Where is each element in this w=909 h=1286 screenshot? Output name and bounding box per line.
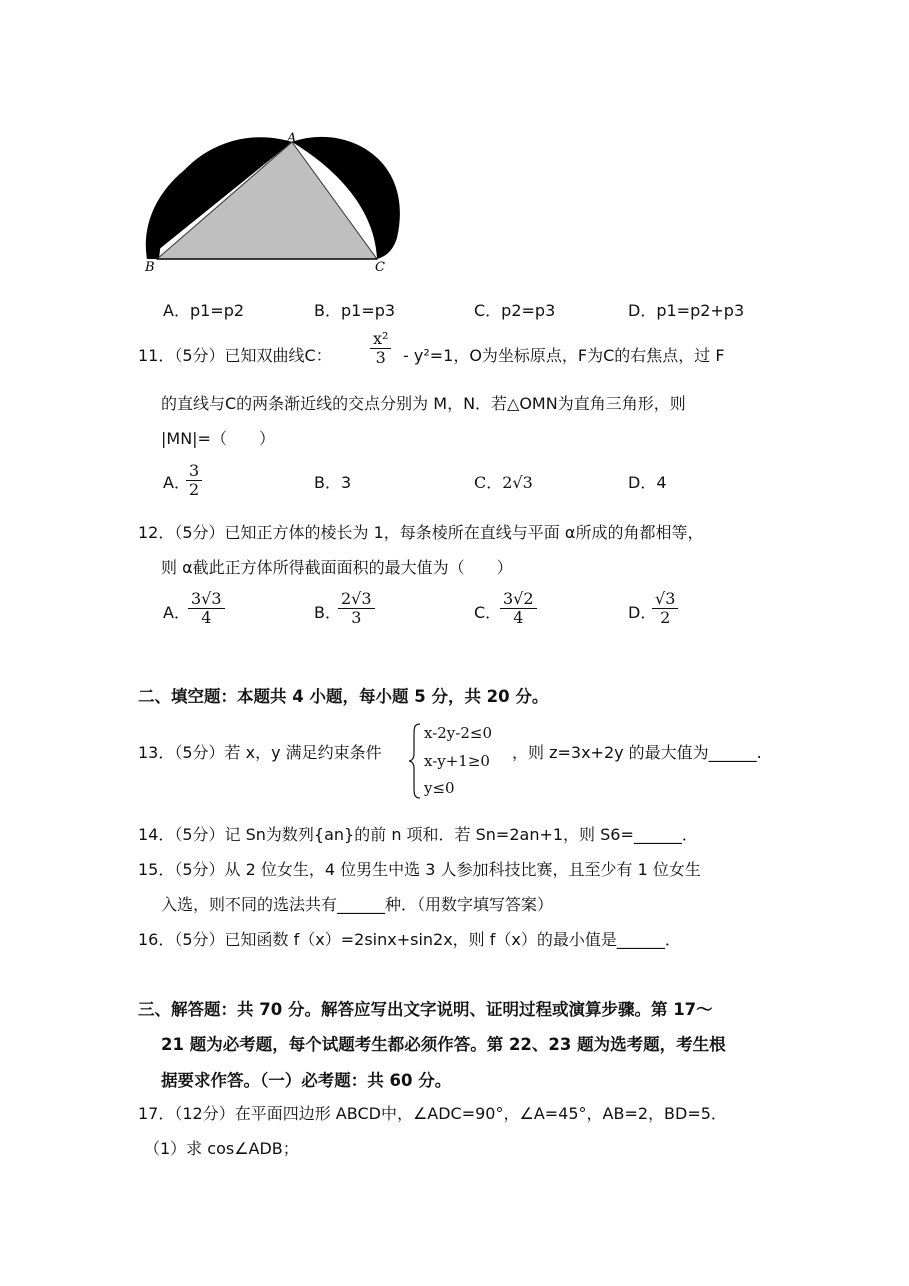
q15-line2: 入选，则不同的选法共有______种．（用数字填写答案） — [161, 895, 554, 914]
label-c: C — [375, 260, 385, 275]
q12-opt-c-den: 4 — [513, 608, 524, 627]
q15-line1: 15．（5分）从 2 位女生，4 位男生中选 3 人参加科技比赛，且至少有 1 位女生 — [138, 860, 701, 879]
q12-opt-d-num: √3 — [652, 590, 678, 609]
q11-option-a: A． — [163, 473, 190, 492]
q12-option-c: C． — [474, 603, 502, 622]
q11-fraction — [370, 330, 391, 367]
q11-option-d: D．4 — [628, 473, 667, 492]
q10-option-a: A．p1=p2 — [163, 301, 245, 320]
q12-opt-b-den: 3 — [351, 608, 362, 627]
q12-opt-d-den: 2 — [660, 608, 671, 627]
q12-option-b: B． — [314, 603, 341, 622]
q16: 16．（5分）已知函数 f（x）=2sinx+sin2x，则 f（x）的最小值是______． — [138, 930, 681, 949]
label-b: B — [145, 260, 155, 275]
q12-option-a: A． — [163, 603, 190, 622]
q13-brace — [408, 722, 422, 800]
q13-constraint-2: x-y+1≥0 — [424, 752, 490, 770]
q12-opt-a-den: 4 — [201, 608, 212, 627]
q11-frac-num: x² — [370, 330, 391, 349]
geometry-figure — [135, 128, 415, 278]
q11-line2: 的直线与C的两条渐近线的交点分别为 M，N．若△OMN为直角三角形，则 — [161, 394, 686, 413]
q17-part1: （1）求 cos∠ADB； — [144, 1139, 299, 1158]
q10-option-b: B．p1=p3 — [314, 301, 396, 320]
q12-line2: 则 α截此正方体所得截面面积的最大值为（ ） — [161, 558, 513, 577]
section2-heading: 二、填空题：本题共 4 小题，每小题 5 分，共 20 分。 — [138, 687, 549, 706]
q12-option-a-fraction — [188, 590, 225, 627]
q12-line1: 12．（5分）已知正方体的棱长为 1，每条棱所在直线与平面 α所成的角都相等， — [138, 523, 704, 542]
q12-opt-b-num: 2√3 — [338, 590, 375, 609]
section3-line1: 三、解答题：共 70 分。解答应写出文字说明、证明过程或演算步骤。第 17～ — [138, 1000, 713, 1019]
q11-stem-start: 11．（5分）已知双曲线C： — [138, 346, 332, 365]
section3-line3: 据要求作答。（一）必考题：共 60 分。 — [161, 1071, 452, 1090]
q11-opt-a-den: 2 — [189, 480, 200, 499]
q11-stem-rest: - y²=1，O为坐标原点，F为C的右焦点，过 F — [403, 346, 725, 365]
q11-option-b: B．3 — [314, 473, 352, 492]
q10-option-d: D．p1=p2+p3 — [628, 301, 745, 320]
q11-option-a-fraction — [186, 462, 202, 499]
q13-constraint-3: y≤0 — [424, 779, 455, 797]
q13-suffix: ，则 z=3x+2y 的最大值为______. — [512, 743, 762, 762]
q13-constraint-1: x-2y-2≤0 — [424, 724, 493, 742]
q12-option-b-fraction — [338, 590, 375, 627]
label-a: A — [287, 131, 297, 146]
q11-opt-a-num: 3 — [186, 462, 202, 481]
q17-line1: 17．（12分）在平面四边形 ABCD中，∠ADC=90°，∠A=45°，AB=2，BD=5． — [138, 1104, 727, 1123]
q12-option-d: D． — [628, 603, 657, 622]
section3-line2: 21 题为必考题，每个试题考生都必须作答。第 22、23 题为选考题，考生根 — [161, 1035, 726, 1054]
q11-line3: |MN|=（ ） — [161, 429, 275, 448]
q12-option-c-fraction — [500, 590, 537, 627]
q11-frac-den: 3 — [375, 348, 386, 367]
q12-option-d-fraction — [652, 590, 678, 627]
q12-opt-c-num: 3√2 — [500, 590, 537, 609]
q14: 14．（5分）记 Sn为数列{an}的前 n 项和．若 Sn=2an+1，则 S6=______． — [138, 825, 698, 844]
q12-opt-a-num: 3√3 — [188, 590, 225, 609]
q13-prefix: 13．（5分）若 x，y 满足约束条件 — [138, 743, 382, 762]
q11-option-c: C．2√3 — [474, 473, 533, 492]
q10-option-c: C．p2=p3 — [474, 301, 556, 320]
